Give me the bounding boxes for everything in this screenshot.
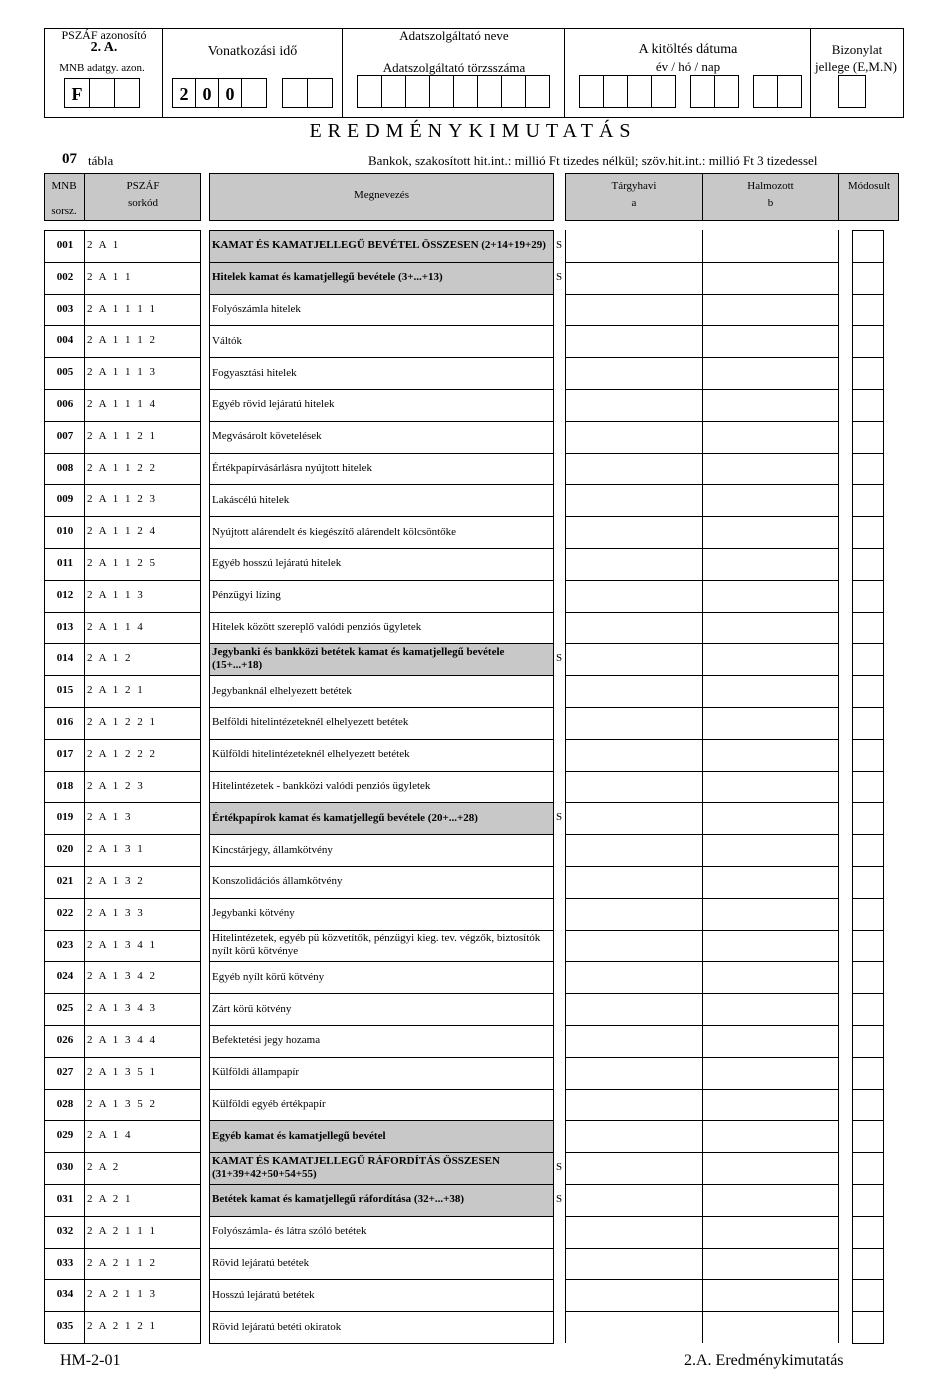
- provider-id-cell-5[interactable]: [453, 75, 478, 108]
- row-current-input[interactable]: [566, 1249, 701, 1279]
- codes-divider: [84, 230, 85, 1343]
- row-mnb-number: 034: [56, 1288, 74, 1301]
- period-cell-4[interactable]: [241, 78, 267, 108]
- row-modified-input[interactable]: [853, 1153, 883, 1183]
- row-pszaf-code: 2 A 1 1 2 2: [87, 461, 155, 474]
- row-modified-input[interactable]: [853, 517, 883, 547]
- row-name: Befektetési jegy hozama: [212, 1034, 321, 1047]
- row-modified-input[interactable]: [853, 1058, 883, 1088]
- values-right-border: [838, 230, 839, 1343]
- row-pszaf-code: 2 A 1 2 2 2: [87, 747, 155, 760]
- row-mnb-number: 003: [56, 302, 74, 315]
- row-mnb-number: 017: [56, 747, 74, 760]
- fill-year-cell-4[interactable]: [651, 75, 676, 108]
- provider-name-label: Adatszolgáltató neve: [399, 28, 509, 43]
- row-modified-input[interactable]: [853, 1312, 883, 1342]
- period-cell-5[interactable]: [282, 78, 308, 108]
- row-mnb-number: 001: [56, 239, 74, 251]
- row-name: Folyószámla- és látra szóló betétek: [212, 1225, 367, 1238]
- row-cumulative-input[interactable]: [703, 1217, 837, 1247]
- row-modified-input[interactable]: [853, 1185, 883, 1215]
- pszaf-id-label: PSZÁF azonosító: [61, 28, 147, 42]
- row-pszaf-code: 2 A 2 1 1 1: [87, 1224, 155, 1237]
- row-current-input[interactable]: [566, 899, 701, 929]
- fill-year-cell-2[interactable]: [603, 75, 628, 108]
- row-modified-input[interactable]: [853, 581, 883, 611]
- row-cumulative-input[interactable]: [703, 931, 837, 961]
- form-code: HM-2-01: [60, 1352, 121, 1369]
- row-pszaf-code: 2 A 2 1 2 1: [87, 1320, 155, 1333]
- row-cumulative-input[interactable]: [703, 1153, 837, 1183]
- row-mnb-number: 027: [56, 1065, 74, 1078]
- row-modified-input[interactable]: [853, 1280, 883, 1310]
- form-title: 2.A. Eredménykimutatás: [684, 1352, 844, 1369]
- row-mnb-number: 005: [56, 366, 74, 379]
- row-mnb-number: 002: [56, 270, 74, 283]
- row-cumulative-input[interactable]: [703, 1026, 837, 1056]
- row-current-input[interactable]: [566, 422, 701, 452]
- row-mnb-number: 022: [56, 906, 74, 919]
- row-cumulative-input[interactable]: [703, 1312, 837, 1342]
- fill-month-cell-2[interactable]: [714, 75, 739, 108]
- row-modified-input[interactable]: [853, 867, 883, 897]
- row-cumulative-input[interactable]: [703, 326, 837, 356]
- row-mnb-number: 033: [56, 1256, 74, 1269]
- row-mnb-number: 009: [56, 493, 74, 506]
- row-mnb-number: 010: [56, 525, 74, 538]
- row-cumulative-input[interactable]: [703, 613, 837, 643]
- row-mnb-number: 023: [56, 938, 74, 951]
- row-name: Konszolidációs államkötvény: [212, 875, 343, 888]
- row-modified-input[interactable]: [853, 454, 883, 484]
- row-pszaf-code: 2 A 1 2 1: [87, 684, 143, 697]
- provider-id-cell-4[interactable]: [429, 75, 454, 108]
- row-pszaf-code: 2 A 2 1 1 2: [87, 1256, 155, 1269]
- row-pszaf-code: 2 A 1 3 1: [87, 843, 143, 856]
- row-name: Értékpapírvásárlásra nyújtott hitelek: [212, 461, 373, 474]
- row-name: Egyéb hosszú lejáratú hitelek: [212, 557, 342, 570]
- row-cumulative-input[interactable]: [703, 581, 837, 611]
- row-modified-input[interactable]: [853, 263, 883, 293]
- period-label: Vonatkozási idő: [207, 44, 298, 59]
- row-current-input[interactable]: [566, 1153, 701, 1183]
- provider-id-cell-2[interactable]: [381, 75, 406, 108]
- row-name: KAMAT ÉS KAMATJELLEGŰ BEVÉTEL ÖSSZESEN (2+14+19+29): [212, 239, 546, 252]
- row-name: Lakáscélú hitelek: [212, 493, 290, 506]
- row-current-input[interactable]: [566, 613, 701, 643]
- row-pszaf-code: 2 A 1: [87, 239, 119, 251]
- row-pszaf-code: 2 A 1 3 4 2: [87, 970, 155, 983]
- row-cumulative-input[interactable]: [703, 263, 837, 293]
- row-current-input[interactable]: [566, 644, 701, 674]
- row-cumulative-input[interactable]: [703, 1185, 837, 1215]
- row-name: Váltók: [212, 334, 242, 347]
- row-cumulative-input[interactable]: [703, 1249, 837, 1279]
- row-current-input[interactable]: [566, 1026, 701, 1056]
- col-modified: Módosult: [847, 180, 891, 192]
- row-pszaf-code: 2 A 1 1 3: [87, 588, 143, 601]
- row-modified-input[interactable]: [853, 485, 883, 515]
- row-current-input[interactable]: [566, 454, 701, 484]
- row-modified-input[interactable]: [853, 422, 883, 452]
- row-current-input[interactable]: [566, 994, 701, 1024]
- row-name: Betétek kamat és kamatjellegű ráfordítása (32+...+38): [212, 1193, 465, 1206]
- row-modified-input[interactable]: [853, 1090, 883, 1120]
- fill-year-cell-1[interactable]: [579, 75, 604, 108]
- row-name: Hitelintézetek, egyéb pü közvetítők, pénzügyi kieg. tev. végzők, biztosítók nyílt körű kötvénye: [212, 932, 541, 958]
- fill-month-cell-1[interactable]: [690, 75, 715, 108]
- provider-id-cell-8[interactable]: [525, 75, 550, 108]
- row-current-input[interactable]: [566, 708, 701, 738]
- provider-id-label: Adatszolgáltató törzsszáma: [382, 60, 526, 75]
- row-pszaf-code: 2 A 1 2 2 1: [87, 716, 155, 728]
- row-name: Külföldi állampapír: [212, 1066, 300, 1079]
- row-pszaf-code: 2 A 1 1 2 4: [87, 525, 155, 538]
- row-cumulative-input[interactable]: [703, 549, 837, 579]
- row-name: Külföldi hitelintézeteknél elhelyezett betétek: [212, 748, 410, 761]
- row-cumulative-input[interactable]: [703, 1058, 837, 1088]
- row-current-input[interactable]: [566, 1121, 701, 1151]
- row-modified-input[interactable]: [853, 1249, 883, 1279]
- fill-year-cell-3[interactable]: [627, 75, 652, 108]
- row-current-input[interactable]: [566, 676, 701, 706]
- row-pszaf-code: 2 A 1 3 5 1: [87, 1065, 155, 1078]
- row-cumulative-input[interactable]: [703, 1090, 837, 1120]
- row-mnb-number: 020: [56, 843, 74, 856]
- row-cumulative-input[interactable]: [703, 676, 837, 706]
- row-modified-input[interactable]: [853, 899, 883, 929]
- provider-id-cell-6[interactable]: [477, 75, 502, 108]
- row-name: Rövid lejáratú betétek: [212, 1256, 310, 1269]
- row-current-input[interactable]: [566, 1058, 701, 1088]
- unit-note: Bankok, szakosított hit.int.: millió Ft tizedes nélkül; szöv.hit.int.: millió Ft 3 tizedessel: [368, 153, 818, 168]
- row-cumulative-input[interactable]: [703, 994, 837, 1024]
- row-cumulative-input[interactable]: [703, 1121, 837, 1151]
- row-cumulative-input[interactable]: [703, 422, 837, 452]
- col-cumulative-sub: b: [767, 197, 774, 209]
- row-current-input[interactable]: [566, 295, 701, 325]
- row-pszaf-code: 2 A 1 3 4 1: [87, 938, 155, 951]
- doc-type-cell[interactable]: [838, 75, 866, 108]
- row-cumulative-input[interactable]: [703, 867, 837, 897]
- row-name: Hitelintézetek - bankközi valódi penziós ügyletek: [212, 779, 431, 792]
- row-name: Hitelek kamat és kamatjellegű bevétele (3+...+13): [212, 271, 443, 284]
- row-name: Egyéb nyílt körű kötvény: [212, 970, 325, 983]
- row-mnb-number: 028: [56, 1097, 74, 1110]
- row-cumulative-input[interactable]: [703, 644, 837, 674]
- row-sum-marker: S: [556, 1161, 563, 1174]
- row-mnb-number: 032: [56, 1224, 74, 1237]
- row-sum-marker: S: [556, 652, 563, 665]
- col-pszaf-sub: sorkód: [128, 197, 158, 209]
- row-current-input[interactable]: [566, 231, 701, 261]
- col-mnb: MNB: [51, 180, 77, 192]
- row-mnb-number: 014: [56, 652, 74, 665]
- row-current-input[interactable]: [566, 867, 701, 897]
- row-cumulative-input[interactable]: [703, 295, 837, 325]
- row-modified-input[interactable]: [853, 1026, 883, 1056]
- table-number: 07: [62, 151, 77, 167]
- row-cumulative-input[interactable]: [703, 454, 837, 484]
- row-modified-input[interactable]: [853, 803, 883, 833]
- row-pszaf-code: 2 A 2 1: [87, 1193, 131, 1205]
- period-cell-1[interactable]: 2: [172, 78, 196, 108]
- row-modified-input[interactable]: [853, 931, 883, 961]
- row-pszaf-code: 2 A 1 1 2 5: [87, 557, 155, 569]
- row-name: Zárt körű kötvény: [212, 1002, 292, 1015]
- row-pszaf-code: 2 A 1 1 4: [87, 620, 143, 633]
- row-modified-input[interactable]: [853, 708, 883, 738]
- row-mnb-number: 029: [56, 1129, 74, 1142]
- fill-day-cell-1[interactable]: [753, 75, 778, 108]
- row-name: Külföldi egyéb értékpapír: [212, 1097, 326, 1110]
- row-current-input[interactable]: [566, 740, 701, 770]
- row-name: Pénzügyi lízing: [212, 589, 281, 602]
- row-cumulative-input[interactable]: [703, 485, 837, 515]
- fill-day-cell-2[interactable]: [777, 75, 802, 108]
- mnb-id-cell-3[interactable]: [114, 78, 140, 108]
- row-current-input[interactable]: [566, 326, 701, 356]
- row-cumulative-input[interactable]: [703, 772, 837, 802]
- row-current-input[interactable]: [566, 358, 701, 388]
- row-mnb-number: 008: [56, 461, 74, 474]
- row-mnb-number: 035: [56, 1320, 74, 1333]
- row-sum-marker: S: [556, 239, 563, 251]
- row-mnb-number: 021: [56, 875, 74, 887]
- fill-date-label: A kitöltés dátuma: [638, 42, 738, 57]
- row-modified-input[interactable]: [853, 835, 883, 865]
- row-current-input[interactable]: [566, 390, 701, 420]
- row-mnb-number: 013: [56, 620, 74, 633]
- row-modified-input[interactable]: [853, 390, 883, 420]
- mnb-id-cell-2[interactable]: [89, 78, 115, 108]
- row-modified-input[interactable]: [853, 644, 883, 674]
- row-cumulative-input[interactable]: [703, 899, 837, 929]
- row-modified-input[interactable]: [853, 772, 883, 802]
- row-pszaf-code: 2 A 1 3: [87, 811, 131, 824]
- row-current-input[interactable]: [566, 1312, 701, 1342]
- row-current-input[interactable]: [566, 1280, 701, 1310]
- row-current-input[interactable]: [566, 1090, 701, 1120]
- row-mnb-number: 026: [56, 1034, 74, 1046]
- row-current-input[interactable]: [566, 772, 701, 802]
- row-cumulative-input[interactable]: [703, 708, 837, 738]
- row-name: Fogyasztási hitelek: [212, 366, 297, 379]
- row-cumulative-input[interactable]: [703, 358, 837, 388]
- row-pszaf-code: 2 A 1 3 4 3: [87, 1002, 155, 1015]
- row-modified-input[interactable]: [853, 613, 883, 643]
- row-pszaf-code: 2 A 1 1 2 1: [87, 429, 155, 442]
- row-pszaf-code: 2 A 1 3 5 2: [87, 1097, 155, 1110]
- row-modified-input[interactable]: [853, 1121, 883, 1151]
- row-name: Nyújtott alárendelt és kiegészítő alárendelt kölcsöntőke: [212, 525, 457, 538]
- row-current-input[interactable]: [566, 517, 701, 547]
- row-current-input[interactable]: [566, 1217, 701, 1247]
- row-name: Egyéb kamat és kamatjellegű bevétel: [212, 1129, 386, 1142]
- row-current-input[interactable]: [566, 549, 701, 579]
- row-current-input[interactable]: [566, 803, 701, 833]
- period-cell-3[interactable]: 0: [218, 78, 242, 108]
- pszaf-id-value: 2. A.: [90, 40, 118, 55]
- row-mnb-number: 004: [56, 334, 74, 347]
- row-mnb-number: 019: [56, 811, 74, 824]
- row-mnb-number: 025: [56, 1002, 74, 1015]
- col-mnb-sub: sorsz.: [51, 205, 77, 217]
- row-pszaf-code: 2 A 1 1 2 3: [87, 493, 155, 506]
- row-name: Egyéb rövid lejáratú hitelek: [212, 398, 335, 411]
- table-label: tábla: [88, 153, 114, 168]
- row-mnb-number: 007: [56, 429, 74, 442]
- row-pszaf-code: 2 A 1 3 3: [87, 906, 143, 919]
- col-cumulative: Halmozott: [747, 180, 794, 192]
- row-modified-input[interactable]: [853, 549, 883, 579]
- row-sum-marker: S: [556, 811, 563, 824]
- doc-type-sub: jellege (E,M.N): [815, 59, 897, 74]
- row-modified-input[interactable]: [853, 326, 883, 356]
- provider-id-cell-3[interactable]: [405, 75, 430, 108]
- row-modified-input[interactable]: [853, 358, 883, 388]
- row-modified-input[interactable]: [853, 295, 883, 325]
- row-current-input[interactable]: [566, 581, 701, 611]
- row-name: Kincstárjegy, államkötvény: [212, 843, 333, 856]
- row-name: Jegybanki kötvény: [212, 907, 295, 920]
- period-cell-6[interactable]: [307, 78, 333, 108]
- row-pszaf-code: 2 A 1 2: [87, 652, 131, 665]
- fill-date-sub: év / hó / nap: [655, 59, 721, 74]
- row-pszaf-code: 2 A 1 1 1 2: [87, 334, 155, 347]
- row-modified-input[interactable]: [853, 676, 883, 706]
- row-pszaf-code: 2 A 2 1 1 3: [87, 1288, 155, 1301]
- row-mnb-number: 015: [56, 684, 74, 697]
- row-pszaf-code: 2 A 1 1: [87, 270, 131, 283]
- row-cumulative-input[interactable]: [703, 517, 837, 547]
- row-sum-marker: S: [556, 1193, 563, 1205]
- col-current: Tárgyhavi: [611, 180, 657, 192]
- row-current-input[interactable]: [566, 1185, 701, 1215]
- row-mnb-number: 012: [56, 588, 74, 601]
- row-pszaf-code: 2 A 1 3 2: [87, 875, 143, 887]
- row-current-input[interactable]: [566, 835, 701, 865]
- row-name: Jegybanknál elhelyezett betétek: [212, 684, 352, 697]
- row-name: Hitelek között szereplő valódi penziós ügyletek: [212, 620, 422, 633]
- row-modified-input[interactable]: [853, 962, 883, 992]
- col-pszaf: PSZÁF: [126, 180, 160, 192]
- row-pszaf-code: 2 A 1 1 1 1: [87, 302, 155, 315]
- row-name: Folyószámla hitelek: [212, 302, 301, 315]
- row-pszaf-code: 2 A 1 3 4 4: [87, 1034, 155, 1046]
- provider-id-cell-1[interactable]: [357, 75, 382, 108]
- row-pszaf-code: 2 A 1 1 1 4: [87, 398, 155, 410]
- provider-id-cell-7[interactable]: [501, 75, 526, 108]
- row-mnb-number: 031: [56, 1193, 74, 1205]
- row-mnb-number: 030: [56, 1161, 74, 1174]
- row-pszaf-code: 2 A 1 2 3: [87, 779, 143, 792]
- row-cumulative-input[interactable]: [703, 962, 837, 992]
- row-mnb-number: 006: [56, 398, 74, 410]
- row-name: Jegybanki és bankközi betétek kamat és kamatjellegű bevétele (15+...+18): [212, 646, 505, 672]
- row-cumulative-input[interactable]: [703, 803, 837, 833]
- row-name: Belföldi hitelintézeteknél elhelyezett betétek: [212, 716, 409, 729]
- row-mnb-number: 016: [56, 716, 74, 728]
- row-current-input[interactable]: [566, 962, 701, 992]
- row-name: Megvásárolt követelések: [212, 430, 322, 443]
- col-current-sub: a: [631, 197, 637, 209]
- mnb-id-label: MNB adatgy. azon.: [59, 62, 145, 74]
- row-current-input[interactable]: [566, 931, 701, 961]
- row-name: Hosszú lejáratú betétek: [212, 1288, 315, 1301]
- row-pszaf-code: 2 A 2: [87, 1161, 119, 1174]
- row-cumulative-input[interactable]: [703, 390, 837, 420]
- row-current-input[interactable]: [566, 485, 701, 515]
- row-pszaf-code: 2 A 1 1 1 3: [87, 366, 155, 379]
- row-mnb-number: 011: [57, 557, 73, 569]
- page-title: EREDMÉNYKIMUTATÁS: [309, 120, 637, 142]
- row-cumulative-input[interactable]: [703, 740, 837, 770]
- row-name: KAMAT ÉS KAMATJELLEGŰ RÁFORDÍTÁS ÖSSZESEN (31+39+42+50+54+55): [212, 1155, 500, 1181]
- mnb-id-cell-1[interactable]: F: [64, 78, 90, 108]
- row-modified-input[interactable]: [853, 1217, 883, 1247]
- row-current-input[interactable]: [566, 263, 701, 293]
- row-pszaf-code: 2 A 1 4: [87, 1129, 131, 1142]
- row-mnb-number: 024: [56, 970, 74, 983]
- row-cumulative-input[interactable]: [703, 835, 837, 865]
- row-name: Értékpapírok kamat és kamatjellegű bevétele (20+...+28): [212, 811, 478, 824]
- row-cumulative-input[interactable]: [703, 1280, 837, 1310]
- col-name: Megnevezés: [354, 189, 409, 201]
- row-mnb-number: 018: [56, 779, 74, 792]
- row-sum-marker: S: [556, 270, 563, 283]
- row-modified-input[interactable]: [853, 994, 883, 1024]
- row-modified-input[interactable]: [853, 231, 883, 261]
- row-cumulative-input[interactable]: [703, 231, 837, 261]
- period-cell-2[interactable]: 0: [195, 78, 219, 108]
- row-modified-input[interactable]: [853, 740, 883, 770]
- row-name: Rövid lejáratú betéti okiratok: [212, 1320, 342, 1333]
- doc-type-label: Bizonylat: [831, 42, 883, 57]
